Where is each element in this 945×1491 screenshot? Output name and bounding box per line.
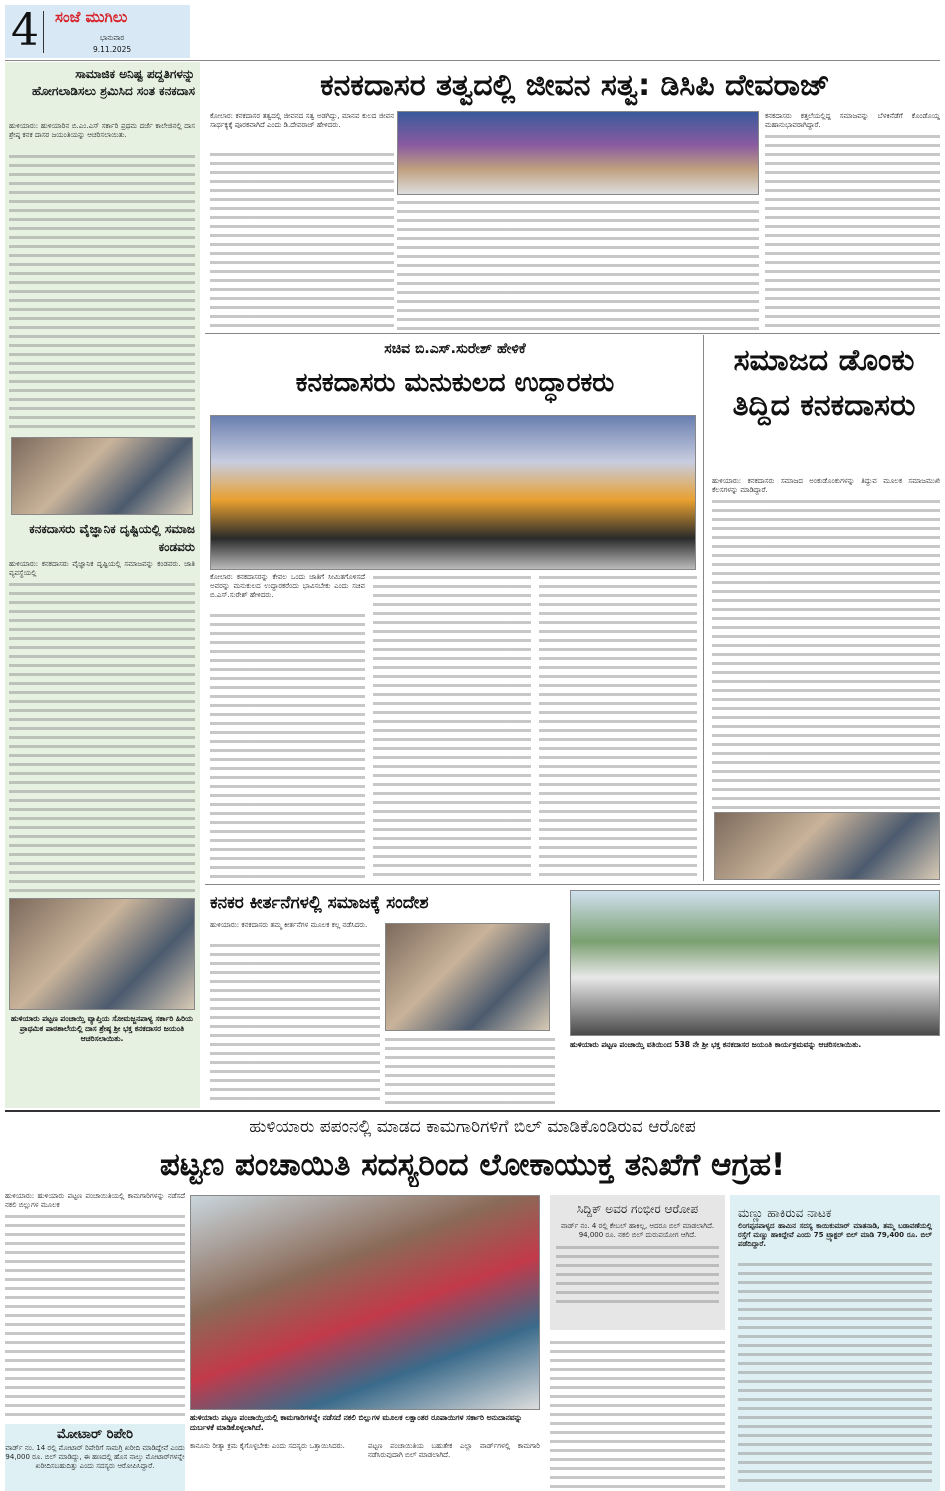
article2-body-col1 bbox=[210, 611, 365, 879]
page-number: 4 bbox=[11, 5, 39, 56]
article4-lead: ಹುಳಿಯಾರು: ಕನಕದಾಸರು ತಮ್ಮ ಕೀರ್ತನೆಗಳ ಮೂಲಕ ಕಲ್ಲ ನಡೆಸಿದರು. bbox=[210, 921, 368, 929]
left-photo-2 bbox=[9, 898, 195, 1010]
article1-photo bbox=[397, 111, 759, 195]
main-story-body-col1 bbox=[5, 1212, 185, 1420]
main-story-lead: ಹುಳಿಯಾರು: ಹುಳಿಯಾರು ಪಟ್ಟಣ ಪಂಚಾಯಿತಿಯಲ್ಲಿ ಕಾಮಗಾರಿಗಳನ್ನು ನಡೆಸದೆ ನಕಲಿ ಬಿಲ್ಲುಗಳ ಮೂಲಕ bbox=[5, 1192, 185, 1209]
article3-lead: ಹುಳಿಯಾರು: ಕನಕದಾಸರು ಸಮಾಜದ ಅಂಕುಡೊಂಕುಗಳನ್ನು ತಿದ್ದುವ ಮೂಲಕ ಸಮಾಜಮುಖಿ ಕೆಲಸಗಳನ್ನು ಮಾಡಿದ್ದಾರೆ. bbox=[712, 477, 940, 494]
mannu-box bbox=[730, 1195, 940, 1491]
divider bbox=[5, 1110, 940, 1112]
motor-repair-box bbox=[5, 1424, 185, 1491]
motor-repair-text: ವಾರ್ಡ್ ನಂ. 14 ರಲ್ಲಿ ಮೋಟಾರ್ ರಿಪೇರಿಗೆ ಸಾಮಗ್ರಿ ಖರೀದಿ ಮಾಡಿದ್ದೇವೆ ಎಂದು 94,000 ರೂ. ಬಿಲ್ ಮಾಡಿದ್ದು, ಈ ಹಣದಲ್ಲಿ ಹೊಸ ನಾಲ್ಕು ಮೋಟಾರ್‌ಗಳನ್ನೇ ಖರೀದಿಸಬಹುದಿತ್ತು ಎಂದು ಸದಸ್ಯರು ಆರೋಪಿಸಿದ್ದಾರೆ. bbox=[5, 1444, 185, 1470]
divider bbox=[5, 60, 940, 61]
article2-kicker: ಸಚಿವ ಬಿ.ಎಸ್.ಸುರೇಶ್ ಹೇಳಿಕೆ bbox=[384, 341, 526, 357]
left-lead-1: ಹುಳಿಯಾರು: ಹುಳಿಯಾರಿನ ಬಿ.ಎಂ.ಎಸ್ ಸರ್ಕಾರಿ ಪ್ರಥಮ ದರ್ಜೆ ಕಾಲೇಜಿನಲ್ಲಿ ದಾಸ ಶ್ರೇಷ್ಠ ಕನಕ ದಾಸರ ಜಯಂತಿಯನ್ನು ಆಚರಿಸಲಾಯಿತು. bbox=[9, 122, 195, 139]
article4-photo-caption: ಹುಳಿಯಾರು ಪಟ್ಟಣ ಪಂಚಾಯ್ತಿ ವತಿಯಿಂದ 538 ನೇ ಶ್ರೀ ಭಕ್ತ ಕನಕದಾಸರ ಜಯಂತಿ ಕಾರ್ಯಕ್ರಮವನ್ನು ಆಚರಿಸಲಾಯಿತು. bbox=[570, 1040, 862, 1049]
article2-body-col3 bbox=[539, 573, 697, 879]
article3-body bbox=[712, 497, 940, 809]
article3-photo bbox=[714, 812, 940, 880]
article2-headline: ಕನಕದಾಸರು ಮನುಕುಲದ ಉದ್ಧಾರಕರು bbox=[295, 368, 615, 398]
left-body-1 bbox=[9, 152, 195, 434]
article1-body-col3 bbox=[765, 132, 940, 330]
article2-lead: ಕೋಲಾರ: ಕನಕದಾಸರನ್ನು ಕೇವಲ ಒಂದು ಜಾತಿಗೆ ಸೀಮಿತಗೊಳಿಸದೆ ಅವರನ್ನು ಮನುಕುಲದ ಉದ್ಧಾರಕರೆಂದು ಭಾವಿಸಬೇಕು ಎಂದು ಸಚಿವ ಬಿ.ಎಸ್.ಸುರೇಶ್ ಹೇಳಿದರು. bbox=[210, 573, 365, 599]
siddik-box bbox=[550, 1195, 725, 1330]
masthead bbox=[5, 5, 190, 58]
mannu-text: ಲಿಂಗಪ್ಪನಪಾಳ್ಯದ ಹಾಮಿನ ಸದಸ್ಯ ಕಾಯಿಕುಮಾರ್ ಮಾತನಾಡಿ, ತಮ್ಮ ಬಡಾವಣೆಯಲ್ಲಿ ರಸ್ತೆಗೆ ಮಣ್ಣು ಹಾಕಿದ್ದೇವೆ ಎಂದು 75 ಟ್ರ್ಯಾಕ್ಟರ್ ಬಿಲ್ ಮಾಡಿ 79,400 ರೂ. ಬಿಲ್ ಪಡೆದಿದ್ದಾರೆ. bbox=[738, 1222, 932, 1248]
left-headline-2: ಕನಕದಾಸರು ವೈಜ್ಞಾನಿಕ ದೃಷ್ಟಿಯಲ್ಲಿ ಸಮಾಜ ಕಂಡವರು bbox=[29, 522, 195, 554]
date: 9.11.2025 bbox=[93, 45, 132, 54]
article1-lead: ಕೋಲಾರ: ಕನಕದಾಸರ ತತ್ವದಲ್ಲಿ ಜೀವನದ ಸತ್ವ ಅಡಗಿದ್ದು, ಮಾನವ ಕುಲದ ಜೀವನ ಸಾರ್ಥಕ್ಯಕ್ಕೆ ಪೂರಕವಾಗಿದೆ ಎಂದು ಡಿ.ದೇವರಾಜ್ ಹೇಳಿದರು. bbox=[210, 112, 394, 129]
article4-body-col1 bbox=[210, 941, 380, 1106]
article1-right-lead: ಕನಕದಾಸರು ಕತ್ತಲೆಯಲ್ಲಿದ್ದ ಸಮಾಜವನ್ನು ಬೆಳಕಿನೆಡೆಗೆ ಕೊಂಡೊಯ್ದ ಮಹಾನುಭಾವರಾಗಿದ್ದಾರೆ. bbox=[765, 112, 940, 129]
article1-headline: ಕನಕದಾಸರ ತತ್ವದಲ್ಲಿ ಜೀವನ ಸತ್ವ: ಡಿಸಿಪಿ ದೇವರಾಜ್ bbox=[320, 68, 830, 103]
article4-big-photo bbox=[570, 890, 940, 1036]
article4-photo bbox=[385, 923, 550, 1031]
bottom-mid-text-2: ಪಟ್ಟಣ ಪಂಚಾಯಿತಿಯ ಬಹುತೇಕ ಎಲ್ಲಾ ವಾರ್ಡ್‌ಗಳಲ್ಲಿ ಕಾಮಗಾರಿ ನಡೆಸಿರುವುದಾಗಿ ಬಿಲ್ ಮಾಡಲಾಗಿದೆ. bbox=[368, 1442, 540, 1459]
left-headline-1: ಸಾಮಾಜಿಕ ಅನಿಷ್ಟ ಪದ್ದತಿಗಳನ್ನು ಹೋಗಲಾಡಿಸಲು ಶ್ರಮಿಸಿದ ಸಂತ ಕನಕದಾಸ bbox=[31, 67, 195, 98]
paper-name-logo: ಸಂಜೆ ಮುಗಿಲು bbox=[55, 8, 128, 26]
divider bbox=[205, 884, 940, 885]
article2-photo bbox=[210, 415, 696, 570]
siddik-body bbox=[550, 1338, 725, 1488]
siddik-title: ಸಿದ್ದಿಕ್ ಅವರ ಗಂಭೀರ ಆರೋಪ bbox=[576, 1202, 699, 1216]
left-body-2 bbox=[9, 580, 195, 894]
divider bbox=[205, 333, 940, 334]
article1-body-col2 bbox=[397, 198, 759, 330]
bottom-mid-text-1: ಕಾನೂನು ರೀತ್ಯಾ ಕ್ರಮ ಕೈಗೊಳ್ಳಬೇಕು ಎಂದು ಸದಸ್ಯರು ಒತ್ತಾಯಿಸಿದರು. bbox=[190, 1442, 345, 1450]
main-story-kicker: ಹುಳಿಯಾರು ಪಪಂನಲ್ಲಿ ಮಾಡದ ಕಾಮಗಾರಿಗಳಿಗೆ ಬಿಲ್ ಮಾಡಿಕೊಂಡಿರುವ ಆರೋಪ bbox=[249, 1117, 696, 1137]
mannu-title: ಮಣ್ಣು ಹಾಕಿರುವ ನಾಟಕ bbox=[738, 1206, 832, 1220]
main-story-headline: ಪಟ್ಟಣ ಪಂಚಾಯಿತಿ ಸದಸ್ಯರಿಂದ ಲೋಕಾಯುಕ್ತ ತನಿಖೆಗೆ ಆಗ್ರಹ! bbox=[159, 1147, 786, 1183]
left-lead-2: ಹುಳಿಯಾರು: ಕನಕದಾಸರು ವೈಜ್ಞಾನಿಕ ದೃಷ್ಟಿಯಲ್ಲಿ ಸಮಾಜವನ್ನು ಕಂಡವರು. ಜಾತಿ ವ್ಯವಸ್ಥೆಯಲ್ಲಿ bbox=[9, 560, 195, 577]
motor-repair-title: ಮೋಟಾರ್ ರಿಪೇರಿ bbox=[57, 1427, 133, 1442]
divider bbox=[703, 335, 704, 881]
main-story-photo bbox=[190, 1195, 540, 1410]
left-photo-1 bbox=[11, 437, 193, 515]
main-story-photo-caption: ಹುಳಿಯಾರು ಪಟ್ಟಣ ಪಂಚಾಯ್ತಿಯಲ್ಲಿ ಕಾಮಗಾರಿಗಳನ್ನೇ ನಡೆಸದೆ ನಕಲಿ ಬಿಲ್ಲುಗಳ ಮೂಲಕ ಲಕ್ಷಾಂತರ ರೂಪಾಯಿಗಳ ಸರ್ಕಾರಿ ಅನುದಾನವನ್ನು ದುರ್ಬಳಕೆ ಮಾಡಿಕೊಳ್ಳಲಾಗಿದೆ. bbox=[190, 1413, 523, 1432]
day: ಭಾನುವಾರ bbox=[100, 34, 125, 42]
article1-body-col1 bbox=[210, 150, 394, 330]
article2-body-col2 bbox=[373, 573, 531, 879]
siddik-text: ವಾರ್ಡ್ ನಂ. 4 ರಲ್ಲಿ ಕೇಬಲ್ ಹಾಕಿಲ್ಲ, ಆದರೂ ಬಿಲ್ ಮಾಡಲಾಗಿದೆ. 94,000 ರೂ. ನಕಲಿ ಬಿಲ್ ದುರುಪಯೋಗ ಆಗಿದೆ. bbox=[560, 1222, 715, 1239]
article3-headline: ಸಮಾಜದ ಡೊಂಕು ತಿದ್ದಿದ ಕನಕದಾಸರು bbox=[732, 343, 916, 423]
left-photo-caption: ಹುಳಿಯಾರು ಪಟ್ಟಣ ಪಂಚಾಯ್ತಿ ವ್ಯಾಪ್ತಿಯ ಸೋಮಜ್ಜನಪಾಳ್ಯ ಸರ್ಕಾರಿ ಹಿರಿಯ ಪ್ರಾಥಮಿಕ ಪಾಠಶಾಲೆಯಲ್ಲಿ ದಾಸ ಶ್ರೇಷ್ಠ ಶ್ರೀ ಭಕ್ತ ಕನಕದಾಸರ ಜಯಂತಿ ಆಚರಿಸಲಾಯಿತು. bbox=[10, 1014, 194, 1043]
article4-headline: ಕನಕರ ಕೀರ್ತನೆಗಳಲ್ಲಿ ಸಮಾಜಕ್ಕೆ ಸಂದೇಶ bbox=[210, 893, 429, 913]
article4-body-col2 bbox=[385, 1035, 555, 1107]
left-column bbox=[5, 62, 200, 1108]
